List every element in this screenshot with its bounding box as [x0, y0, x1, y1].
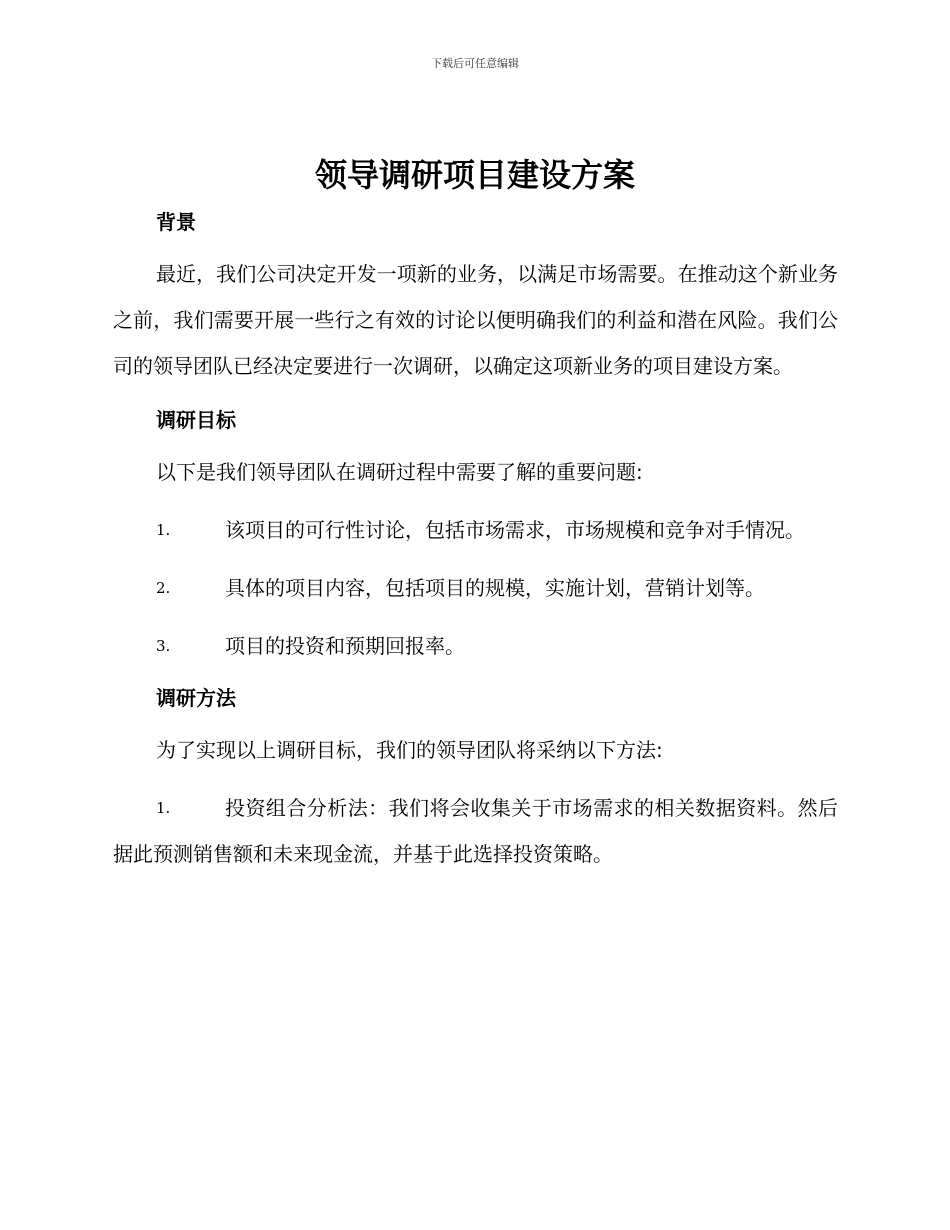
method-item	[113, 785, 838, 877]
background-paragraph: 最近，我们公司决定开发一项新的业务，以满足市场需要。在推动这个新业务之前，我们需要开展一些行之有效的讨论以便明确我们的利益和潜在风险。我们公司的领导团队已经决定要进行一次调研，以确定这项新业务的项目建设方案。	[113, 262, 838, 378]
document-body	[113, 205, 838, 877]
document-title: 领导调研项目建设方案	[314, 156, 635, 194]
objective-item	[113, 507, 838, 553]
section-heading-methods: 调研方法	[156, 686, 236, 710]
list-item-text: 该项目的可行性讨论，包括市场需求，市场规模和竞争对手情况。	[225, 518, 805, 542]
list-number: 1.	[156, 521, 171, 539]
list-number: 3.	[156, 637, 171, 655]
objective-item	[113, 623, 838, 669]
list-item-text: 项目的投资和预期回报率。	[225, 634, 465, 658]
methods-intro: 为了实现以上调研目标，我们的领导团队将采纳以下方法:	[156, 738, 663, 762]
section-heading-objectives: 调研目标	[156, 408, 236, 432]
header-note: 下载后可任意编辑	[431, 57, 519, 70]
objectives-intro: 以下是我们领导团队在调研过程中需要了解的重要问题:	[156, 460, 643, 484]
objective-item	[113, 565, 838, 611]
list-item-text: 具体的项目内容，包括项目的规模，实施计划，营销计划等。	[225, 576, 765, 600]
section-heading-background: 背景	[156, 210, 196, 234]
list-number: 2.	[156, 579, 171, 597]
list-number: 1.	[156, 799, 171, 817]
list-item-text: 投资组合分析法：我们将会收集关于市场需求的相关数据资料。然后据此预测销售额和未来现金流，并基于此选择投资策略。	[113, 796, 838, 866]
